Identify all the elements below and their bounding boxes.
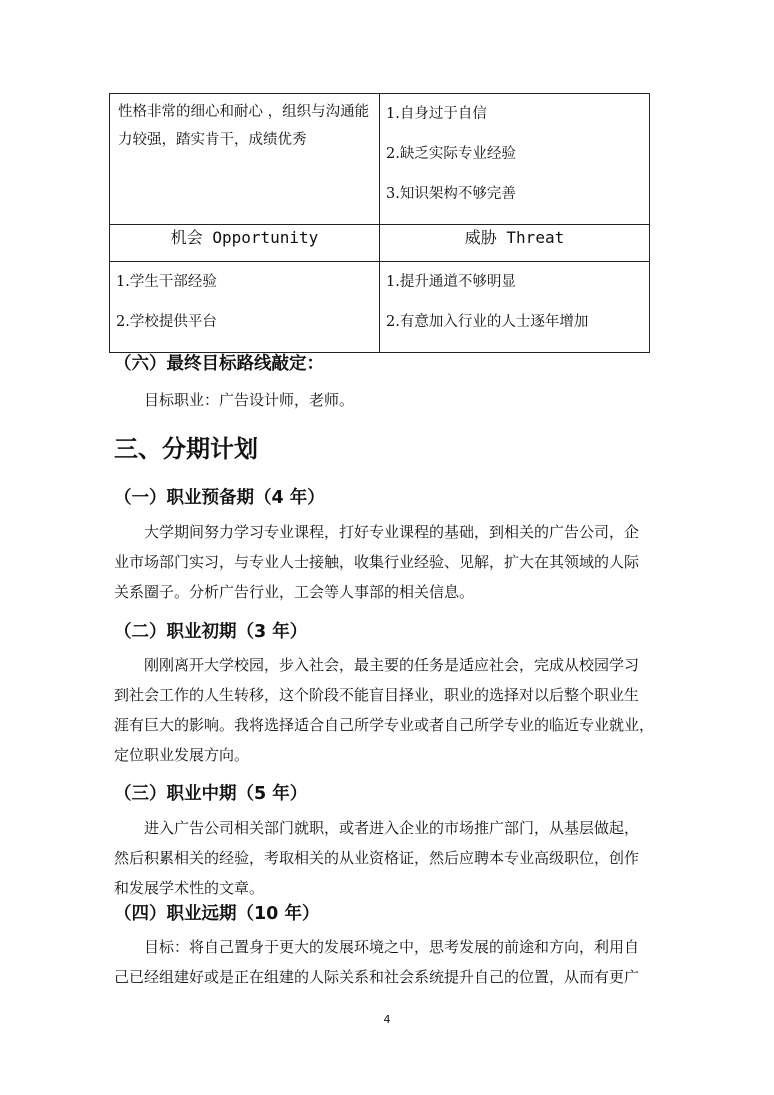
weakness-item: 1.自身过于自信 (386, 106, 487, 122)
weakness-item: 2.缺乏实际专业经验 (386, 146, 516, 162)
swot-table (109, 93, 650, 353)
page-number: 4 (383, 1013, 391, 1026)
opportunity-header-zh: 机会 (170, 228, 203, 247)
opportunity-item: 2.学校提供平台 (116, 314, 217, 330)
swot-row-strength-weakness (110, 94, 650, 225)
phase1-heading: （一）职业预备期（4 年） (114, 488, 325, 508)
phase2-paragraph: 刚刚离开大学校园，步入社会，最主要的任务是适应社会，完成从校园学习 到社会工作的人生转移，这个阶段不能盲目择业，职业的选择对以后整个职业生 涯有巨大的影响。我将选择适合自己所学专业或者自己所学专业的临近专业就业， 定位职业发展方向。 (114, 656, 655, 764)
swot-row-headers (110, 225, 650, 262)
opportunity-cell (110, 262, 380, 353)
phase3-paragraph: 进入广告公司相关部门就职，或者进入企业的市场推广部门，从基层做起， 然后积累相关的经验，考取相关的从业资格证，然后应聘本专业高级职位，创作 和发展学术性的文章。 (114, 819, 640, 897)
threat-header-en: Threat (496, 228, 565, 247)
phase3-heading: （三）职业中期（5 年） (114, 784, 308, 804)
section6-heading: （六）最终目标路线敲定： (114, 354, 324, 374)
section3-heading: 三、分期计划 (114, 435, 258, 463)
opportunity-header-en: Opportunity (202, 228, 319, 247)
phase2-heading: （二）职业初期（3 年） (114, 622, 308, 642)
threat-header-cell (380, 225, 650, 262)
threat-item: 2.有意加入行业的人士逐年增加 (386, 314, 589, 330)
weakness-cell (380, 94, 650, 225)
weakness-item: 3.知识架构不够完善 (386, 186, 516, 202)
phase4-paragraph: 目标：将自己置身于更大的发展环境之中，思考发展的前途和方向，利用自 己已经组建好或是正在组建的人际关系和社会系统提升自己的位置，从而有更广 (114, 938, 640, 986)
opportunity-item: 1.学生干部经验 (116, 274, 217, 290)
phase1-paragraph: 大学期间努力学习专业课程，打好专业课程的基础，到相关的广告公司，企 业市场部门实习，与专业人士接触，收集行业经验、见解，扩大在其领域的人际 关系圈子。分析广告行业，工会等人事部的相关信息。 (114, 523, 640, 601)
phase4-heading: （四）职业远期（10 年） (114, 904, 320, 924)
threat-header-zh: 威胁 (464, 228, 497, 247)
strength-cell (110, 94, 380, 225)
strength-text: 性格非常的细心和耐心 ，组织与沟通能力较强，踏实肯干，成绩优秀 (118, 104, 370, 148)
opportunity-header-cell (110, 225, 380, 262)
threat-cell (380, 262, 650, 353)
section6-text: 目标职业：广告设计师，老师。 (144, 391, 355, 409)
threat-item: 1.提升通道不够明显 (386, 274, 516, 290)
swot-row-opportunity-threat (110, 262, 650, 353)
